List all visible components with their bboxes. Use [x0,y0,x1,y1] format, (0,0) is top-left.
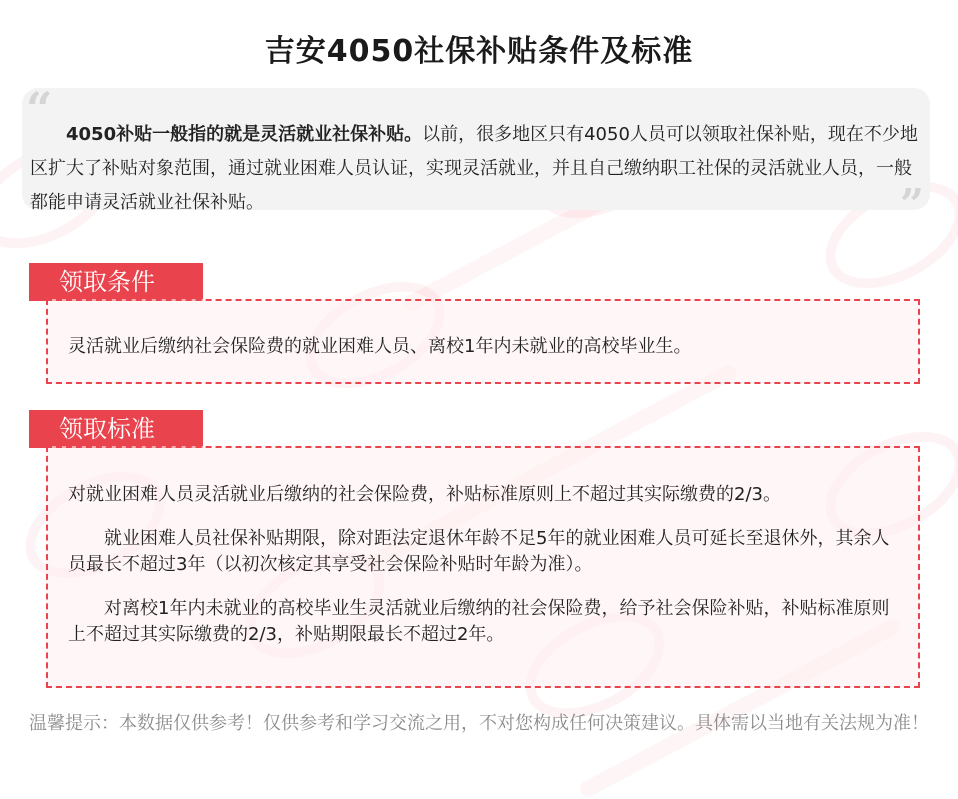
standards-paragraph: 对就业困难人员灵活就业后缴纳的社会保险费，补贴标准原则上不超过其实际缴费的2/3。 [68,484,781,505]
section-box-standards [46,446,920,688]
intro-box [22,82,930,229]
standards-paragraph: 就业困难人员社保补贴期限，除对距法定退休年龄不足5年的就业困难人员可延长至退休外，其余人员最长不超过3年（以初次核定其享受社会保险补贴时年龄为准）。 [68,528,890,575]
section-heading-standards: 领取标准 [29,410,203,448]
page-title: 吉安4050社保补贴条件及标准 [264,34,694,69]
footer-disclaimer: 温馨提示：本数据仅供参考！仅供参考和学习交流之用，不对您构成任何决策建议。具体需以当地有关法规为准！ [29,713,929,734]
intro-text [30,118,926,220]
close-quote-icon: ” [899,180,924,229]
standards-paragraph: 对离校1年内未就业的高校毕业生灵活就业后缴纳的社会保险费，给予社会保险补贴，补贴标准原则上不超过其实际缴费的2/3，补贴期限最长不超过2年。 [68,598,890,645]
intro-bold-lead: 4050补贴一般指的就是灵活就业社保补贴。 [66,124,423,145]
open-quote-icon: “ [26,82,53,136]
section-box-conditions [46,299,920,384]
conditions-text: 灵活就业后缴纳社会保险费的就业困难人员、离校1年内未就业的高校毕业生。 [68,336,692,357]
intro-body: 以前，很多地区只有4050人员可以领取社保补贴，现在不少地区扩大了补贴对象范围，通过就业困难人员认证，实现灵活就业，并且自己缴纳职工社保的灵活就业人员，一般都能申请灵活就业社保补贴。 [30,124,918,213]
section-heading-conditions: 领取条件 [29,263,203,301]
